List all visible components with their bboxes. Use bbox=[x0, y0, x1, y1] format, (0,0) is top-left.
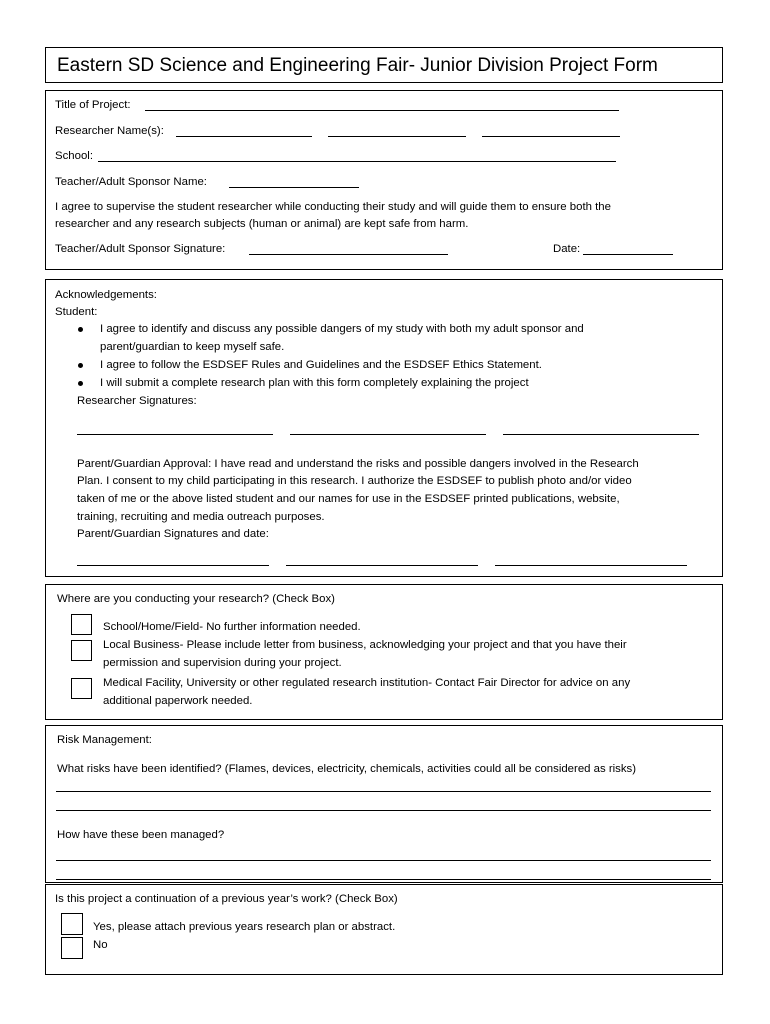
sponsor-name-field[interactable] bbox=[229, 187, 359, 188]
location-business-checkbox[interactable] bbox=[71, 640, 92, 661]
location-institution-label: Medical Facility, University or other regulated research institution- Contact Fair Director for advice on any bbox=[103, 677, 631, 689]
researcher-name-field-1[interactable] bbox=[176, 136, 312, 137]
project-title-field[interactable] bbox=[145, 110, 619, 111]
researcher-name-label: Researcher Name(s): bbox=[55, 125, 164, 137]
researcher-name-field-3[interactable] bbox=[482, 136, 620, 137]
sponsor-signature-label: Teacher/Adult Sponsor Signature: bbox=[55, 243, 226, 255]
bullet-icon bbox=[78, 327, 83, 332]
parent-approval-text: Plan. I consent to my child participating in this research. I authorize the ESDSEF to publish photo and/or video bbox=[77, 475, 632, 487]
research-location-question: Where are you conducting your research? (Check Box) bbox=[57, 593, 335, 605]
researcher-signature-field-2[interactable] bbox=[290, 434, 486, 435]
student-agreement-1: parent/guardian to keep myself safe. bbox=[100, 341, 285, 353]
student-label: Student: bbox=[55, 306, 98, 318]
sponsor-agreement-text: I agree to supervise the student researcher while conducting their study and will guide them to ensure both the bbox=[55, 201, 611, 213]
risks-managed-field-1[interactable] bbox=[56, 860, 711, 861]
risks-identified-field-1[interactable] bbox=[56, 791, 711, 792]
student-agreement-3: I will submit a complete research plan with this form completely explaining the project bbox=[100, 377, 529, 389]
risks-identified-question: What risks have been identified? (Flames, devices, electricity, chemicals, activities could all be considered as risks) bbox=[57, 763, 637, 775]
continuation-no-checkbox[interactable] bbox=[61, 937, 83, 959]
researcher-signatures-label: Researcher Signatures: bbox=[77, 395, 197, 407]
parent-approval-text: Parent/Guardian Approval: I have read and understand the risks and possible dangers involved in the Research bbox=[77, 458, 639, 470]
continuation-question: Is this project a continuation of a previous year’s work? (Check Box) bbox=[55, 893, 398, 905]
researcher-signature-field-1[interactable] bbox=[77, 434, 273, 435]
sponsor-agreement-text: researcher and any research subjects (human or animal) are kept safe from harm. bbox=[55, 218, 469, 230]
location-school-label: School/Home/Field- No further information needed. bbox=[103, 621, 361, 633]
date-label: Date: bbox=[553, 243, 581, 255]
bullet-icon bbox=[78, 381, 83, 386]
continuation-no-label: No bbox=[93, 939, 108, 951]
parent-signatures-label: Parent/Guardian Signatures and date: bbox=[77, 528, 269, 540]
risks-managed-question: How have these been managed? bbox=[57, 829, 225, 841]
location-institution-label: additional paperwork needed. bbox=[103, 695, 253, 707]
student-agreement-1: I agree to identify and discuss any possible dangers of my study with both my adult sponsor and bbox=[100, 323, 584, 335]
parent-signature-field-3[interactable] bbox=[495, 565, 687, 566]
parent-approval-text: taken of me or the above listed student and our names for use in the ESDSEF printed publications, website, bbox=[77, 493, 620, 505]
continuation-yes-checkbox[interactable] bbox=[61, 913, 83, 935]
parent-signature-field-2[interactable] bbox=[286, 565, 478, 566]
researcher-signature-field-3[interactable] bbox=[503, 434, 699, 435]
researcher-name-field-2[interactable] bbox=[328, 136, 466, 137]
school-label: School: bbox=[55, 150, 93, 162]
location-school-checkbox[interactable] bbox=[71, 614, 92, 635]
acknowledgements-heading: Acknowledgements: bbox=[55, 289, 157, 301]
form-title: Eastern SD Science and Engineering Fair- Junior Division Project Form bbox=[57, 55, 658, 76]
date-field[interactable] bbox=[583, 254, 673, 255]
risks-managed-field-2[interactable] bbox=[56, 879, 711, 880]
continuation-yes-label: Yes, please attach previous years research plan or abstract. bbox=[93, 921, 396, 933]
sponsor-signature-field[interactable] bbox=[249, 254, 448, 255]
location-business-label: Local Business- Please include letter from business, acknowledging your project and that you have their bbox=[103, 639, 627, 651]
location-institution-checkbox[interactable] bbox=[71, 678, 92, 699]
risks-identified-field-2[interactable] bbox=[56, 810, 711, 811]
bullet-icon bbox=[78, 363, 83, 368]
location-business-label: permission and supervision during your project. bbox=[103, 657, 342, 669]
school-field[interactable] bbox=[98, 161, 616, 162]
sponsor-name-label: Teacher/Adult Sponsor Name: bbox=[55, 176, 207, 188]
risk-management-heading: Risk Management: bbox=[57, 734, 152, 746]
project-title-label: Title of Project: bbox=[55, 99, 131, 111]
student-agreement-2: I agree to follow the ESDSEF Rules and Guidelines and the ESDSEF Ethics Statement. bbox=[100, 359, 542, 371]
parent-signature-field-1[interactable] bbox=[77, 565, 269, 566]
parent-approval-text: training, recruiting and media outreach purposes. bbox=[77, 511, 325, 523]
